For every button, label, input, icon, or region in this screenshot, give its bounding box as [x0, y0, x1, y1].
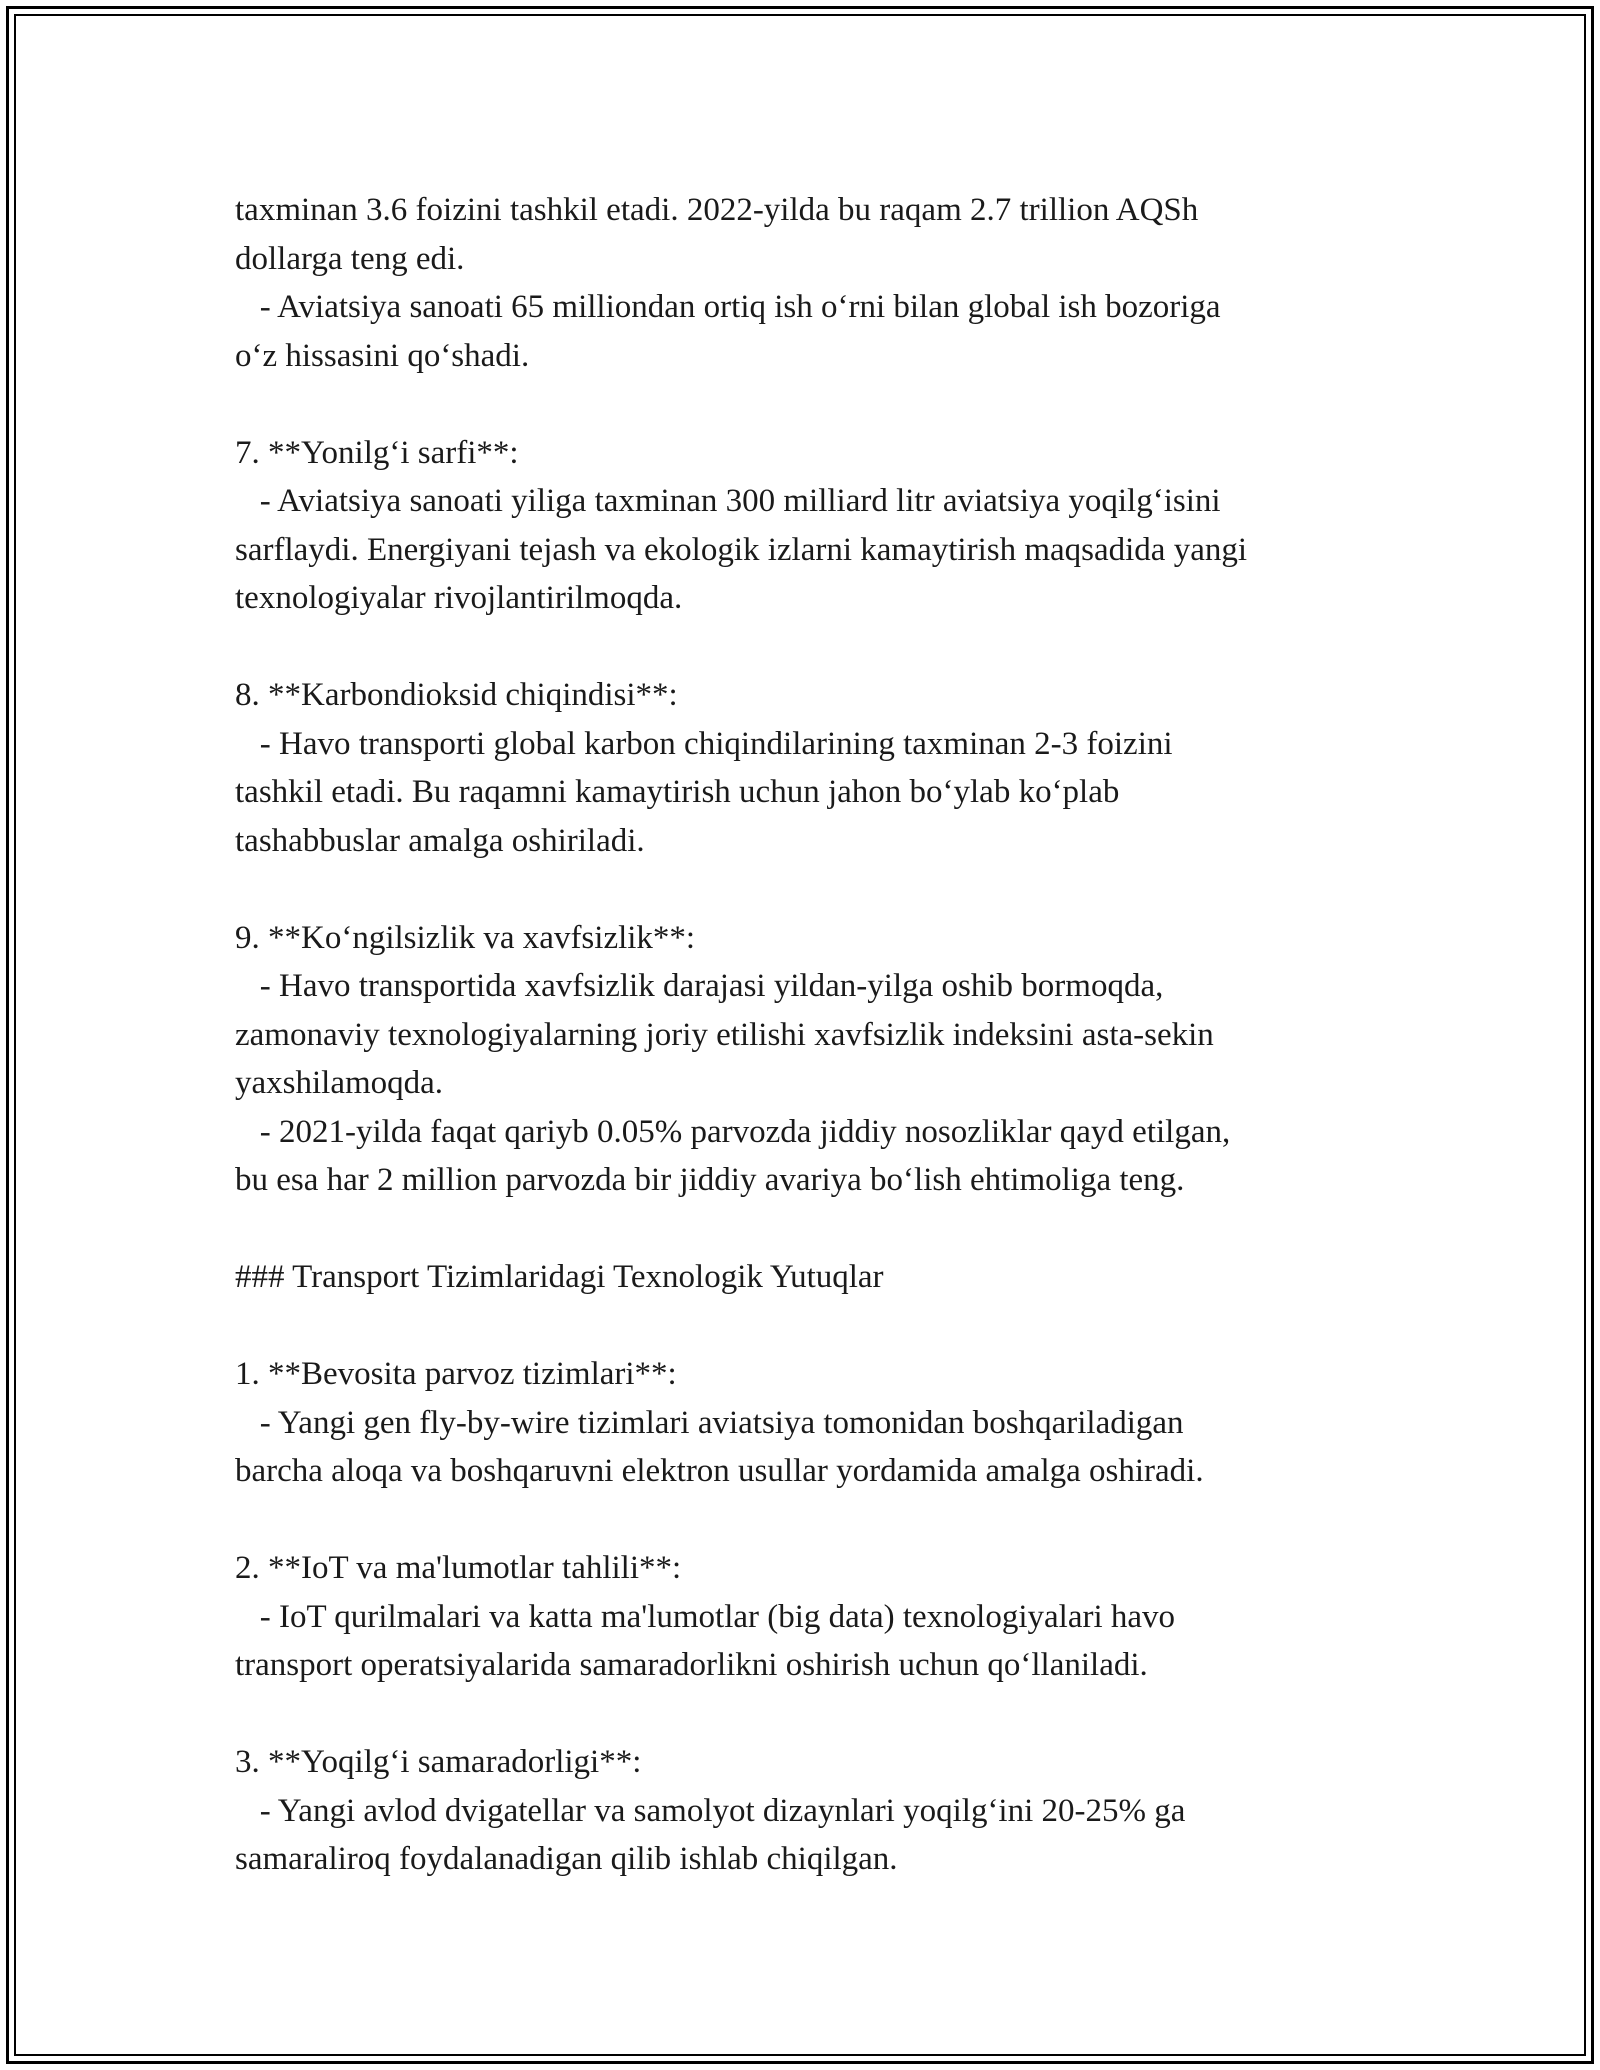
text-line: sarflaydi. Energiyani tejash va ekologik izlarni kamaytirish maqsadida yangi — [235, 531, 1248, 568]
text-line: bu esa har 2 million parvozda bir jiddiy avariya bo‘lish ehtimoliga teng. — [235, 1162, 1185, 1198]
section-heading: 3. **Yoqilg‘i samaradorligi**: — [235, 1744, 642, 1780]
text-line: samaraliroq foydalanadigan qilib ishlab chiqilgan. — [235, 1841, 898, 1877]
text-line: - Yangi gen fly-by-wire tizimlari aviatsiya tomonidan boshqariladigan — [235, 1404, 1184, 1441]
text-line: zamonaviy texnologiyalarning joriy etilishi xavfsizlik indeksini asta-sekin — [235, 1016, 1214, 1053]
section-heading: 8. **Karbondioksid chiqindisi**: — [235, 677, 678, 713]
section-heading: 9. **Ko‘ngilsizlik va xavfsizlik**: — [235, 919, 696, 956]
section-heading: 2. **IoT va ma'lumotlar tahlili**: — [235, 1550, 682, 1586]
text-line: texnologiyalar rivojlantirilmoqda. — [235, 580, 683, 616]
text-line: transport operatsiyalarida samaradorlikni oshirish uchun qo‘llaniladi. — [235, 1647, 1148, 1683]
blank-line — [235, 380, 1395, 429]
text-line: - IoT qurilmalari va katta ma'lumotlar (big data) texnologiyalari havo — [235, 1598, 1176, 1635]
text-line: taxminan 3.6 foizini tashkil etadi. 2022-yilda bu raqam 2.7 trillion AQSh — [235, 192, 1199, 228]
section-heading: 1. **Bevosita parvoz tizimlari**: — [235, 1356, 677, 1392]
text-line: yaxshilamoqda. — [235, 1065, 444, 1101]
text-line: barcha aloqa va boshqaruvni elektron usullar yordamida amalga oshiradi. — [235, 1453, 1204, 1489]
text-line: tashabbuslar amalga oshiriladi. — [235, 822, 645, 859]
section-heading: 7. **Yonilg‘i sarfi**: — [235, 434, 519, 471]
blank-line — [235, 865, 1395, 914]
text-line: tashkil etadi. Bu raqamni kamaytirish uchun jahon bo‘ylab ko‘plab — [235, 774, 1120, 810]
text-line: dollarga teng edi. — [235, 240, 465, 277]
text-line: - Havo transportida xavfsizlik darajasi yildan-yilga oshib bormoqda, — [235, 968, 1164, 1004]
text-line: - Aviatsiya sanoati yiliga taxminan 300 milliard litr aviatsiya yoqilg‘isini — [235, 483, 1221, 519]
text-line: - Havo transporti global karbon chiqindilarining taxminan 2-3 foizini — [235, 725, 1173, 762]
text-line: - Yangi avlod dvigatellar va samolyot dizaynlari yoqilg‘ini 20-25% ga — [235, 1792, 1186, 1829]
blank-line — [235, 623, 1395, 672]
blank-line — [235, 1496, 1395, 1545]
blank-line — [235, 1205, 1395, 1254]
text-line: o‘z hissasini qo‘shadi. — [235, 337, 530, 374]
text-line: - Aviatsiya sanoati 65 milliondan ortiq ish o‘rni bilan global ish bozoriga — [235, 289, 1221, 325]
blank-line — [235, 1302, 1395, 1351]
document-heading: ### Transport Tizimlaridagi Texnologik Yutuqlar — [235, 1259, 884, 1295]
document-body — [235, 186, 1395, 1884]
text-line: - 2021-yilda faqat qariyb 0.05% parvozda jiddiy nosozliklar qayd etilgan, — [235, 1113, 1231, 1150]
blank-line — [235, 1690, 1395, 1739]
